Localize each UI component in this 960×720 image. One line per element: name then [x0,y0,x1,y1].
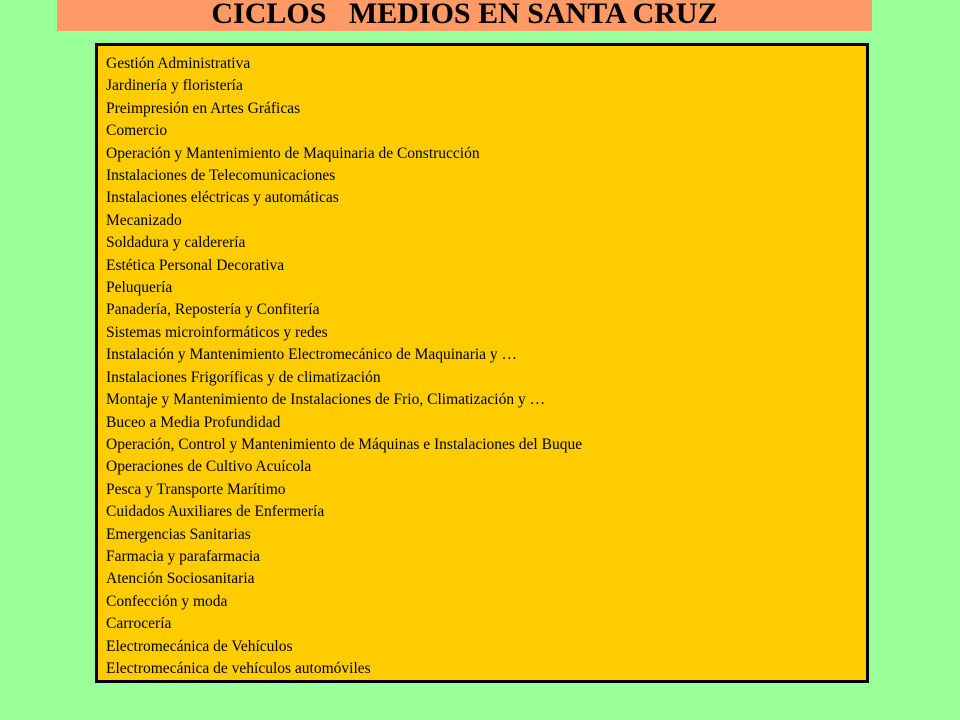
title-banner [57,0,872,31]
list-item: Gestión Administrativa [106,55,251,72]
list-item: Operación y Mantenimiento de Maquinaria de Construcción [106,144,480,162]
list-item: Estética Personal Decorativa [106,256,285,274]
list-item: Instalaciones eléctricas y automáticas [106,189,339,207]
list-item: Electromecánica de Vehículos [106,637,293,655]
list-item: Confección y moda [106,592,228,610]
list-item: Soldadura y calderería [106,234,246,252]
list-item: Instalaciones de Telecomunicaciones [106,167,336,185]
list-item: Sistemas microinformáticos y redes [106,323,328,341]
list-item: Carrocería [106,615,172,633]
course-list-box [95,43,869,683]
list-item: Instalación y Mantenimiento Electromecánico de Maquinaria y … [106,346,518,364]
list-item: Atención Sociosanitaria [106,570,255,588]
list-item: Operaciones de Cultivo Acuícola [106,458,312,476]
list-item: Preimpresión en Artes Gráficas [106,99,301,117]
list-item: Cuidados Auxiliares de Enfermería [106,503,325,521]
list-item: Emergencias Sanitarias [106,525,251,543]
list-item: Peluquería [106,279,173,297]
list-item: Operación, Control y Mantenimiento de Máquinas e Instalaciones del Buque [106,435,583,453]
list-item: Panadería, Repostería y Confitería [106,301,320,319]
list-item: Farmacia y parafarmacia [106,547,261,565]
course-list [98,46,866,680]
list-item: Jardinería y floristería [106,77,243,95]
list-item: Instalaciones Frigoríficas y de climatización [106,368,381,386]
list-item: Montaje y Mantenimiento de Instalaciones de Frio, Climatización y … [106,391,546,409]
list-item: Buceo a Media Profundidad [106,413,281,431]
list-item: Comercio [106,122,168,140]
list-item: Pesca y Transporte Marítimo [106,480,286,498]
page-title: CICLOS MEDIOS EN SANTA CRUZ [211,0,718,30]
list-item: Electromecánica de vehículos automóviles [106,659,371,677]
list-item: Mecanizado [106,211,182,229]
